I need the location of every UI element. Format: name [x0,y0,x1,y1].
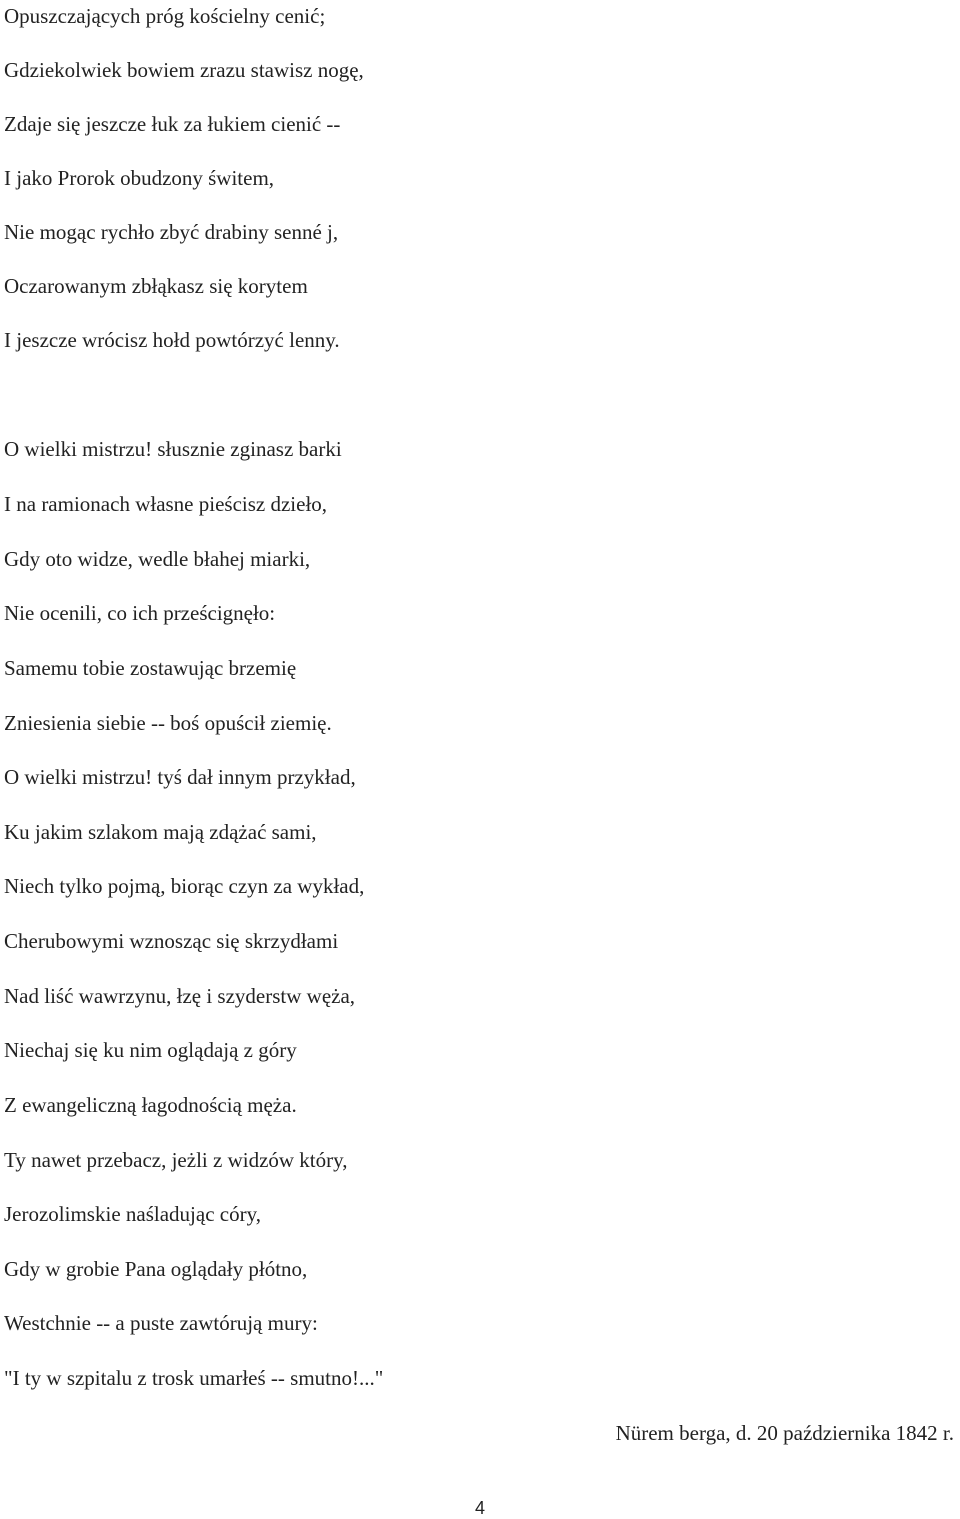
poem-line: "I ty w szpitalu z trosk umarłeś -- smutno!..." [4,1366,384,1390]
poem-line: I na ramionach własne pieścisz dzieło, [4,492,328,516]
poem-line: Zniesienia siebie -- boś opuścił ziemię. [4,711,332,735]
poem-line: Niech tylko pojmą, biorąc czyn za wykład, [4,874,365,898]
poem-line: O wielki mistrzu! tyś dał innym przykład, [4,765,356,789]
poem-line: Z ewangeliczną łagodnością męża. [4,1093,297,1117]
poem-line: I jeszcze wrócisz hołd powtórzyć lenny. [4,328,340,352]
poem-line: Gdy w grobie Pana oglądały płótno, [4,1257,308,1281]
poem-line: Nad liść wawrzynu, łzę i szyderstw węża, [4,984,356,1008]
poem-line: Oczarowanym zbłąkasz się korytem [4,274,308,298]
poem-line: Gdziekolwiek bowiem zrazu stawisz nogę, [4,58,364,82]
poem-line: Nie mogąc rychło zbyć drabiny senné j, [4,220,339,244]
poem-line: Westchnie -- a puste zawtórują mury: [4,1311,318,1335]
poem-line: Opuszczających próg kościelny cenić; [4,4,326,28]
poem-line: Samemu tobie zostawując brzemię [4,656,297,680]
poem-line: Cherubowymi wznosząc się skrzydłami [4,929,339,953]
poem-line: Ty nawet przebacz, jeżli z widzów który, [4,1148,348,1172]
poem-line: I jako Prorok obudzony świtem, [4,166,275,190]
place-date-signature: Nürem berga, d. 20 października 1842 r. [615,1421,954,1445]
page-number: 4 [474,1498,485,1518]
poem-line: Gdy oto widze, wedle błahej miarki, [4,547,311,571]
poem-line: Zdaje się jeszcze łuk za łukiem cienić -- [4,112,341,136]
poem-line: Ku jakim szlakom mają zdążać sami, [4,820,317,844]
poem-line: Nie ocenili, co ich prześcignęło: [4,601,276,625]
poem-line: O wielki mistrzu! słusznie zginasz barki [4,437,342,461]
poem-line: Jerozolimskie naśladując córy, [4,1202,261,1226]
poem-line: Niechaj się ku nim oglądają z góry [4,1038,297,1062]
